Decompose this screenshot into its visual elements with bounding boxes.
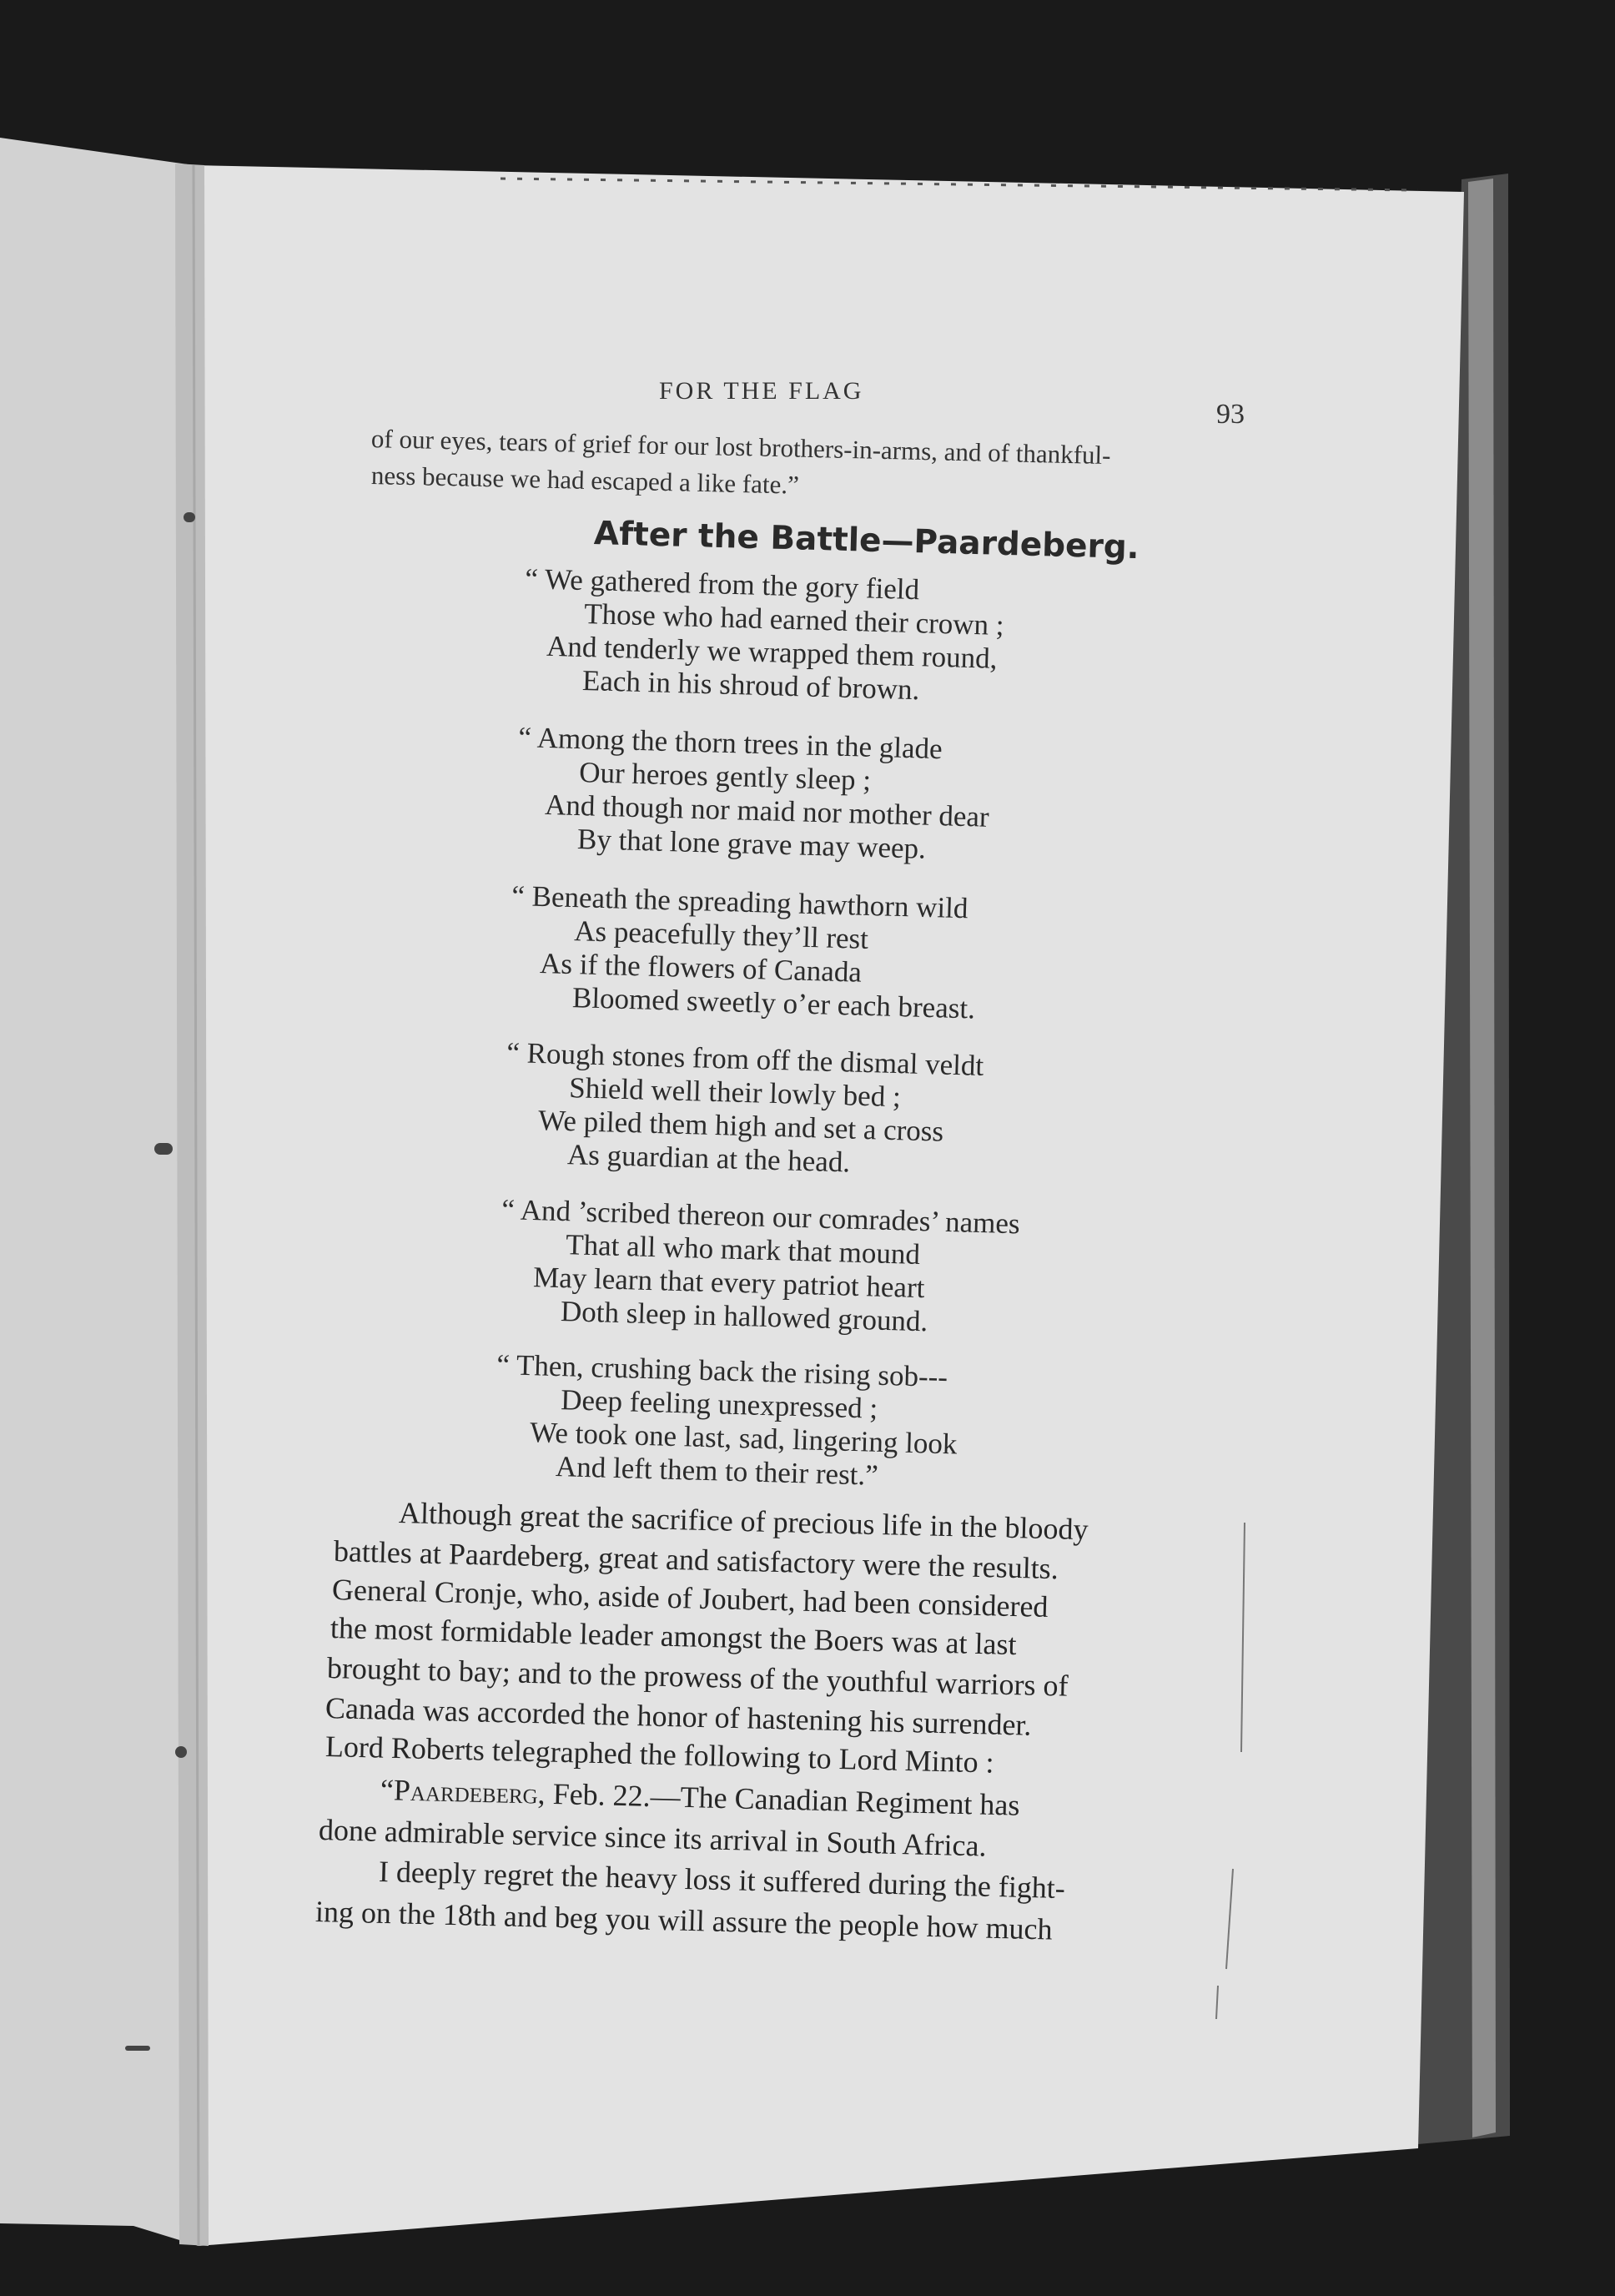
verse-line: Shield well their lowly bed ; [568,1071,902,1114]
intro-line: ness because we had escaped a like fate.” [370,461,800,500]
prose-line: Canada was accorded the honor of hastening his surrender. [325,1691,1032,1742]
prose-line: brought to bay; and to the prowess of the youthful warriors of [326,1651,1069,1703]
verse-line: As peacefully they’ll rest [573,914,869,955]
verse-line: As if the flowers of Canada [539,946,863,989]
verse-line: Our heroes gently sleep ; [578,756,872,797]
verse-line: That all who mark that mound [565,1228,921,1271]
telegram-line: done admirable service since its arrival in South Africa. [318,1813,987,1863]
verse-line: We took one last, sad, lingering look [529,1416,958,1461]
telegram-dateline: “Paardeberg, [380,1773,546,1810]
verse-line: “ We gathered from the gory field [524,562,920,607]
poem-stanza [499,1193,1021,1341]
page-number: 93 [1216,399,1245,430]
prose-line: General Cronje, who, aside of Joubert, had been considered [331,1573,1049,1624]
verse-line: By that lone grave may weep. [576,823,927,865]
verse-line: “ Rough stones from off the dismal veldt [506,1036,984,1082]
verse-line: We piled them high and set a cross [537,1104,944,1148]
verse-line: Deep feeling unexpressed ; [560,1383,878,1425]
verse-line: And tenderly we wrapped them round, [546,629,998,675]
intro-line: of our eyes, tears of grief for our lost brothers-in-arms, and of thankful- [370,424,1111,471]
verse-line: Bloomed sweetly o’er each breast. [571,981,976,1025]
verse-line: “ Beneath the spreading hawthorn wild [511,879,968,925]
verse-line: And left them to their rest.” [555,1450,879,1492]
verse-line: Those who had earned their crown ; [583,597,1005,642]
verse-line: “ Then, crushing back the rising sob--- [496,1348,948,1394]
prose-line: Lord Roberts telegraphed the following to Lord Minto : [325,1730,995,1780]
poem-stanza [522,562,1006,709]
poem-stanza [504,1036,984,1183]
verse-line: “ Among the thorn trees in the glade [517,721,943,766]
poem-stanza [509,879,979,1026]
telegram-line: I deeply regret the heavy loss it suffered during the fight- [378,1855,1066,1906]
telegram-line: ing on the 18th and beg you will assure the people how much [314,1895,1054,1946]
telegram-text: Feb. 22.—The Canadian Regiment has [545,1776,1020,1822]
verse-line: May learn that every patriot heart [532,1261,925,1305]
verse-line: As guardian at the head. [566,1138,851,1179]
running-head: FOR THE FLAG [659,377,864,405]
prose-line: the most formidable leader amongst the Boers was at last [330,1611,1018,1662]
prose-line: Although great the sacrifice of precious life in the bloody [398,1496,1089,1547]
prose-line: battles at Paardeberg, great and satisfactory were the results. [333,1534,1059,1586]
verse-line: Each in his shroud of brown. [581,663,920,707]
verse-line: And though nor maid nor mother dear [544,788,990,833]
poem-stanza [494,1348,960,1494]
verse-line: “ And ’scribed thereon our comrades’ names [501,1193,1021,1241]
poem-stanza [516,721,992,868]
verse-line: Doth sleep in hallowed ground. [560,1295,928,1338]
poem-title: After the Battle—Paardeberg. [593,515,1140,567]
